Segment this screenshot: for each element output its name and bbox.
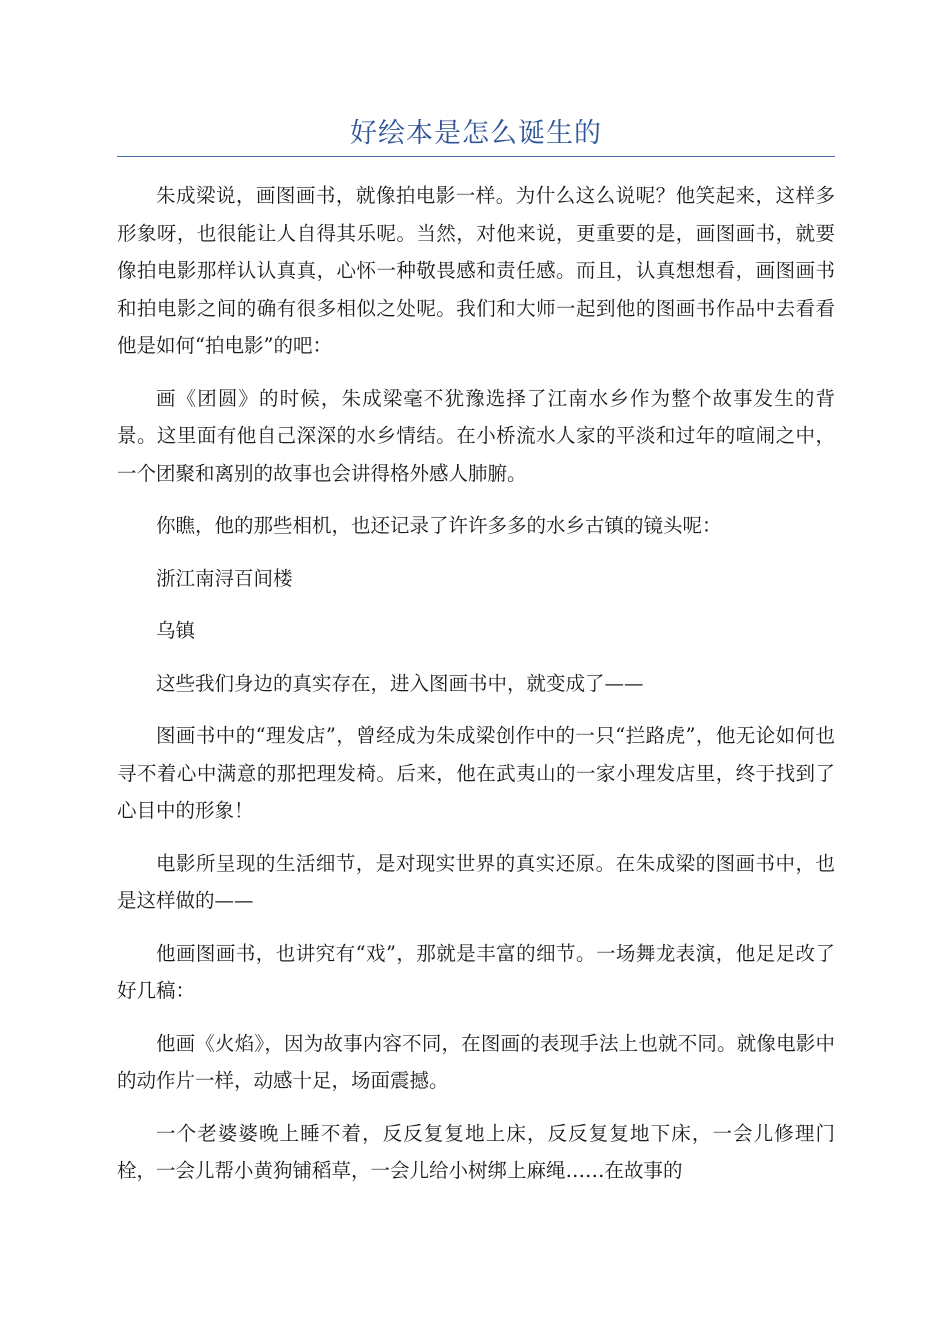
paragraph: 画《团圆》的时候，朱成梁毫不犹豫选择了江南水乡作为整个故事发生的背景。这里面有他自己深深的水乡情结。在小桥流水人家的平淡和过年的喧闹之中，一个团聚和离别的故事也会讲得格外感人肺腑。 — [117, 386, 835, 485]
paragraph: 乌镇 — [156, 619, 196, 642]
paragraph: 你瞧，他的那些相机，也还记录了许许多多的水乡古镇的镜头呢： — [156, 514, 722, 537]
paragraph: 这些我们身边的真实存在，进入图画书中，就变成了—— — [156, 671, 644, 695]
paragraph: 他画图画书，也讲究有“戏”，那就是丰富的细节。一场舞龙表演，他足足改了好几稿： — [117, 941, 835, 1002]
document-body — [117, 177, 835, 1190]
paragraph: 一个老婆婆晚上睡不着，反反复复地上床，反反复复地下床，一会儿修理门栓，一会儿帮小黄狗铺稻草，一会儿给小树绑上麻绳……在故事的 — [117, 1121, 835, 1182]
paragraph: 浙江南浔百间楼 — [156, 566, 293, 590]
paragraph: 他画《火焰》，因为故事内容不同，在图画的表现手法上也就不同。就像电影中的动作片一样，动感十足，场面震撼。 — [117, 1031, 835, 1092]
paragraph: 图画书中的“理发店”，曾经成为朱成梁创作中的一只“拦路虎”，他无论如何也寻不着心中满意的那把理发椅。后来，他在武夷山的一家小理发店里，终于找到了心目中的形象！ — [117, 724, 835, 822]
document-page — [117, 0, 835, 1205]
paragraph: 电影所呈现的生活细节，是对现实世界的真实还原。在朱成梁的图画书中，也是这样做的—— — [117, 851, 835, 912]
document-title: 好绘本是怎么诞生的 — [350, 118, 602, 149]
paragraph: 朱成梁说，画图画书，就像拍电影一样。为什么这么说呢？他笑起来，这样多形象呀，也很能让人自得其乐呢。当然，对他来说，更重要的是，画图画书，就要像拍电影那样认认真真，心怀一种敬畏感和责任感。而且，认真想想看，画图画书和拍电影之间的确有很多相似之处呢。我们和大师一起到他的图画书作品中去看看他是如何“拍电影”的吧： — [117, 184, 835, 357]
title-underline — [117, 156, 835, 157]
